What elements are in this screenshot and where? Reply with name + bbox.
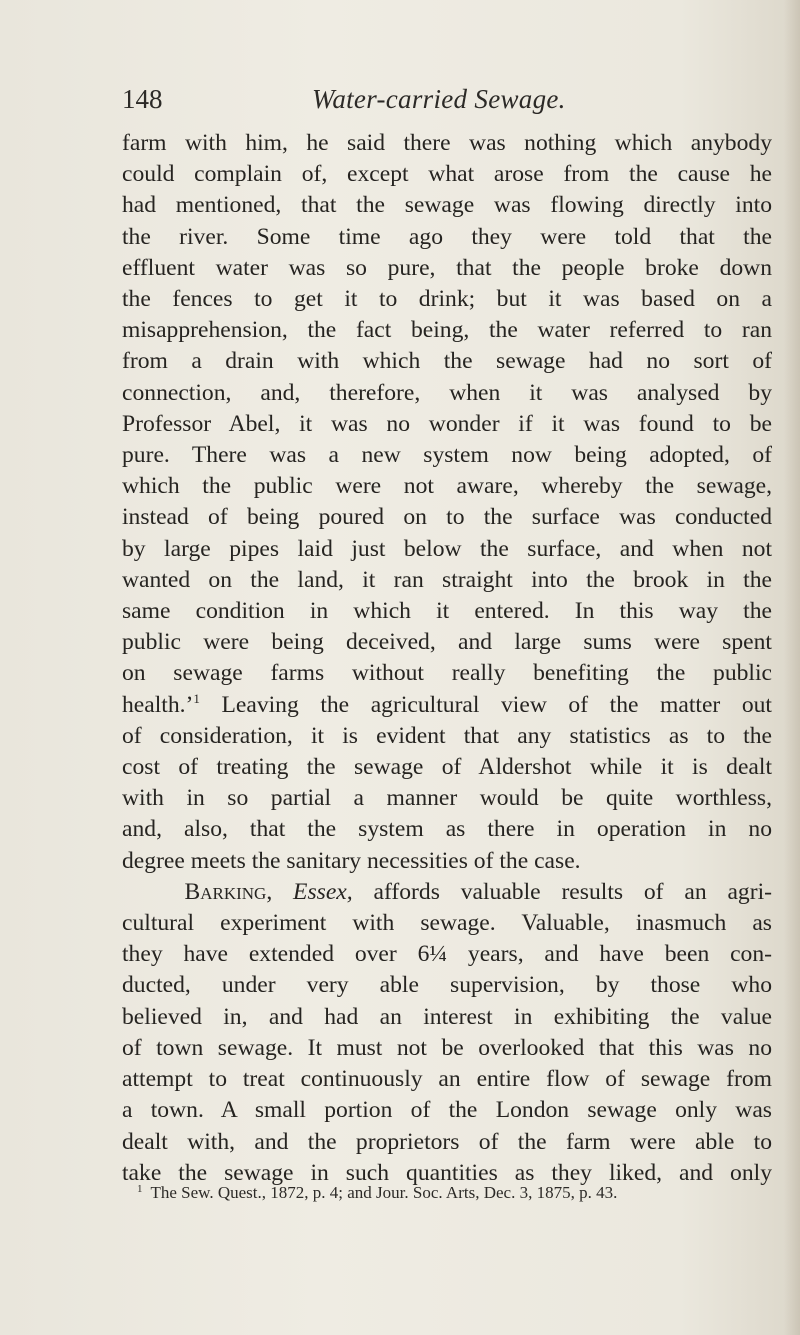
text-line: degree meets the sanitary necessities of the case. [122, 847, 581, 874]
text-line: attempt to treat continuously an entire flow of sewage from [122, 1066, 772, 1093]
text-line: farm with him, he said there was nothing which anybody [122, 130, 772, 156]
text-line: instead of being poured on to the surface was conducted [122, 504, 772, 531]
text-line: cultural experiment with sewage. Valuable, inasmuch as [122, 910, 772, 937]
text-line: the fences to get it to drink; but it was based on a [122, 286, 772, 313]
text-line: pure. There was a new system now being adopted, of [122, 442, 772, 469]
text-line: wanted on the land, it ran straight into the brook in the [122, 566, 772, 593]
text-line: ducted, under very able supervision, by those who [122, 972, 772, 999]
footnote-mark: 1 [137, 1183, 143, 1195]
text-line: Professor Abel, it was no wonder if it was found to be [122, 410, 772, 437]
text-line [122, 877, 772, 908]
text-line: take the sewage in such quantities as they liked, and only [122, 1159, 772, 1186]
page-edge-shadow [784, 0, 800, 1335]
text-line: same condition in which it entered. In this way the [122, 598, 772, 625]
place-name: Barking, [184, 878, 273, 905]
text-line: and, also, that the system as there in operation in no [122, 816, 772, 843]
paragraph-start: Leaving the agricultural view of the matter out [221, 691, 772, 718]
page-number: 148 [122, 84, 163, 114]
footnote [137, 1183, 772, 1203]
text-line: a town. A small portion of the London sewage only was [122, 1097, 772, 1124]
text-line: from a drain with which the sewage had no sort of [122, 348, 772, 375]
text-line: could complain of, except what arose from the cause he [122, 161, 772, 188]
text-line [122, 690, 772, 721]
text-line: cost of treating the sewage of Aldershot while it is dealt [122, 754, 772, 781]
text-line: with in so partial a manner would be quite worthless, [122, 785, 772, 812]
text-line: believed in, and had an interest in exhibiting the value [122, 1003, 772, 1030]
text-line: connection, and, therefore, when it was analysed by [122, 379, 772, 406]
running-title: Water-carried Sewage. [312, 84, 566, 114]
text-line: effluent water was so pure, that the people broke down [122, 254, 772, 281]
paragraph-text: affords valuable results of an agri- [373, 878, 772, 905]
text-line: on sewage farms without really benefiting the public [122, 660, 772, 687]
page-header [122, 84, 602, 124]
text-line: misapprehension, the fact being, the water referred to ran [122, 317, 772, 344]
text-line: dealt with, and the proprietors of the farm were able to [122, 1128, 772, 1155]
text-line: of town sewage. It must not be overlooked that this was no [122, 1034, 772, 1061]
text-line: by large pipes laid just below the surface, and when not [122, 535, 772, 562]
text-line: public were being deceived, and large sums were spent [122, 629, 772, 656]
text-line: which the public were not aware, whereby the sewage, [122, 473, 772, 500]
text-line: they have extended over 6¼ years, and have been con- [122, 941, 772, 968]
text-line: of consideration, it is evident that any statistics as to the [122, 722, 772, 749]
footnote-text: The Sew. Quest., 1872, p. 4; and Jour. Soc. Arts, Dec. 3, 1875, p. 43. [150, 1183, 618, 1202]
footnote-reference: 1 [193, 690, 200, 706]
text-line: the river. Some time ago they were told that the [122, 223, 772, 250]
county-name: Essex, [293, 878, 353, 905]
text-line: had mentioned, that the sewage was flowing directly into [122, 192, 772, 219]
quote-end: health.’ [122, 691, 194, 718]
body-text [122, 128, 772, 1189]
